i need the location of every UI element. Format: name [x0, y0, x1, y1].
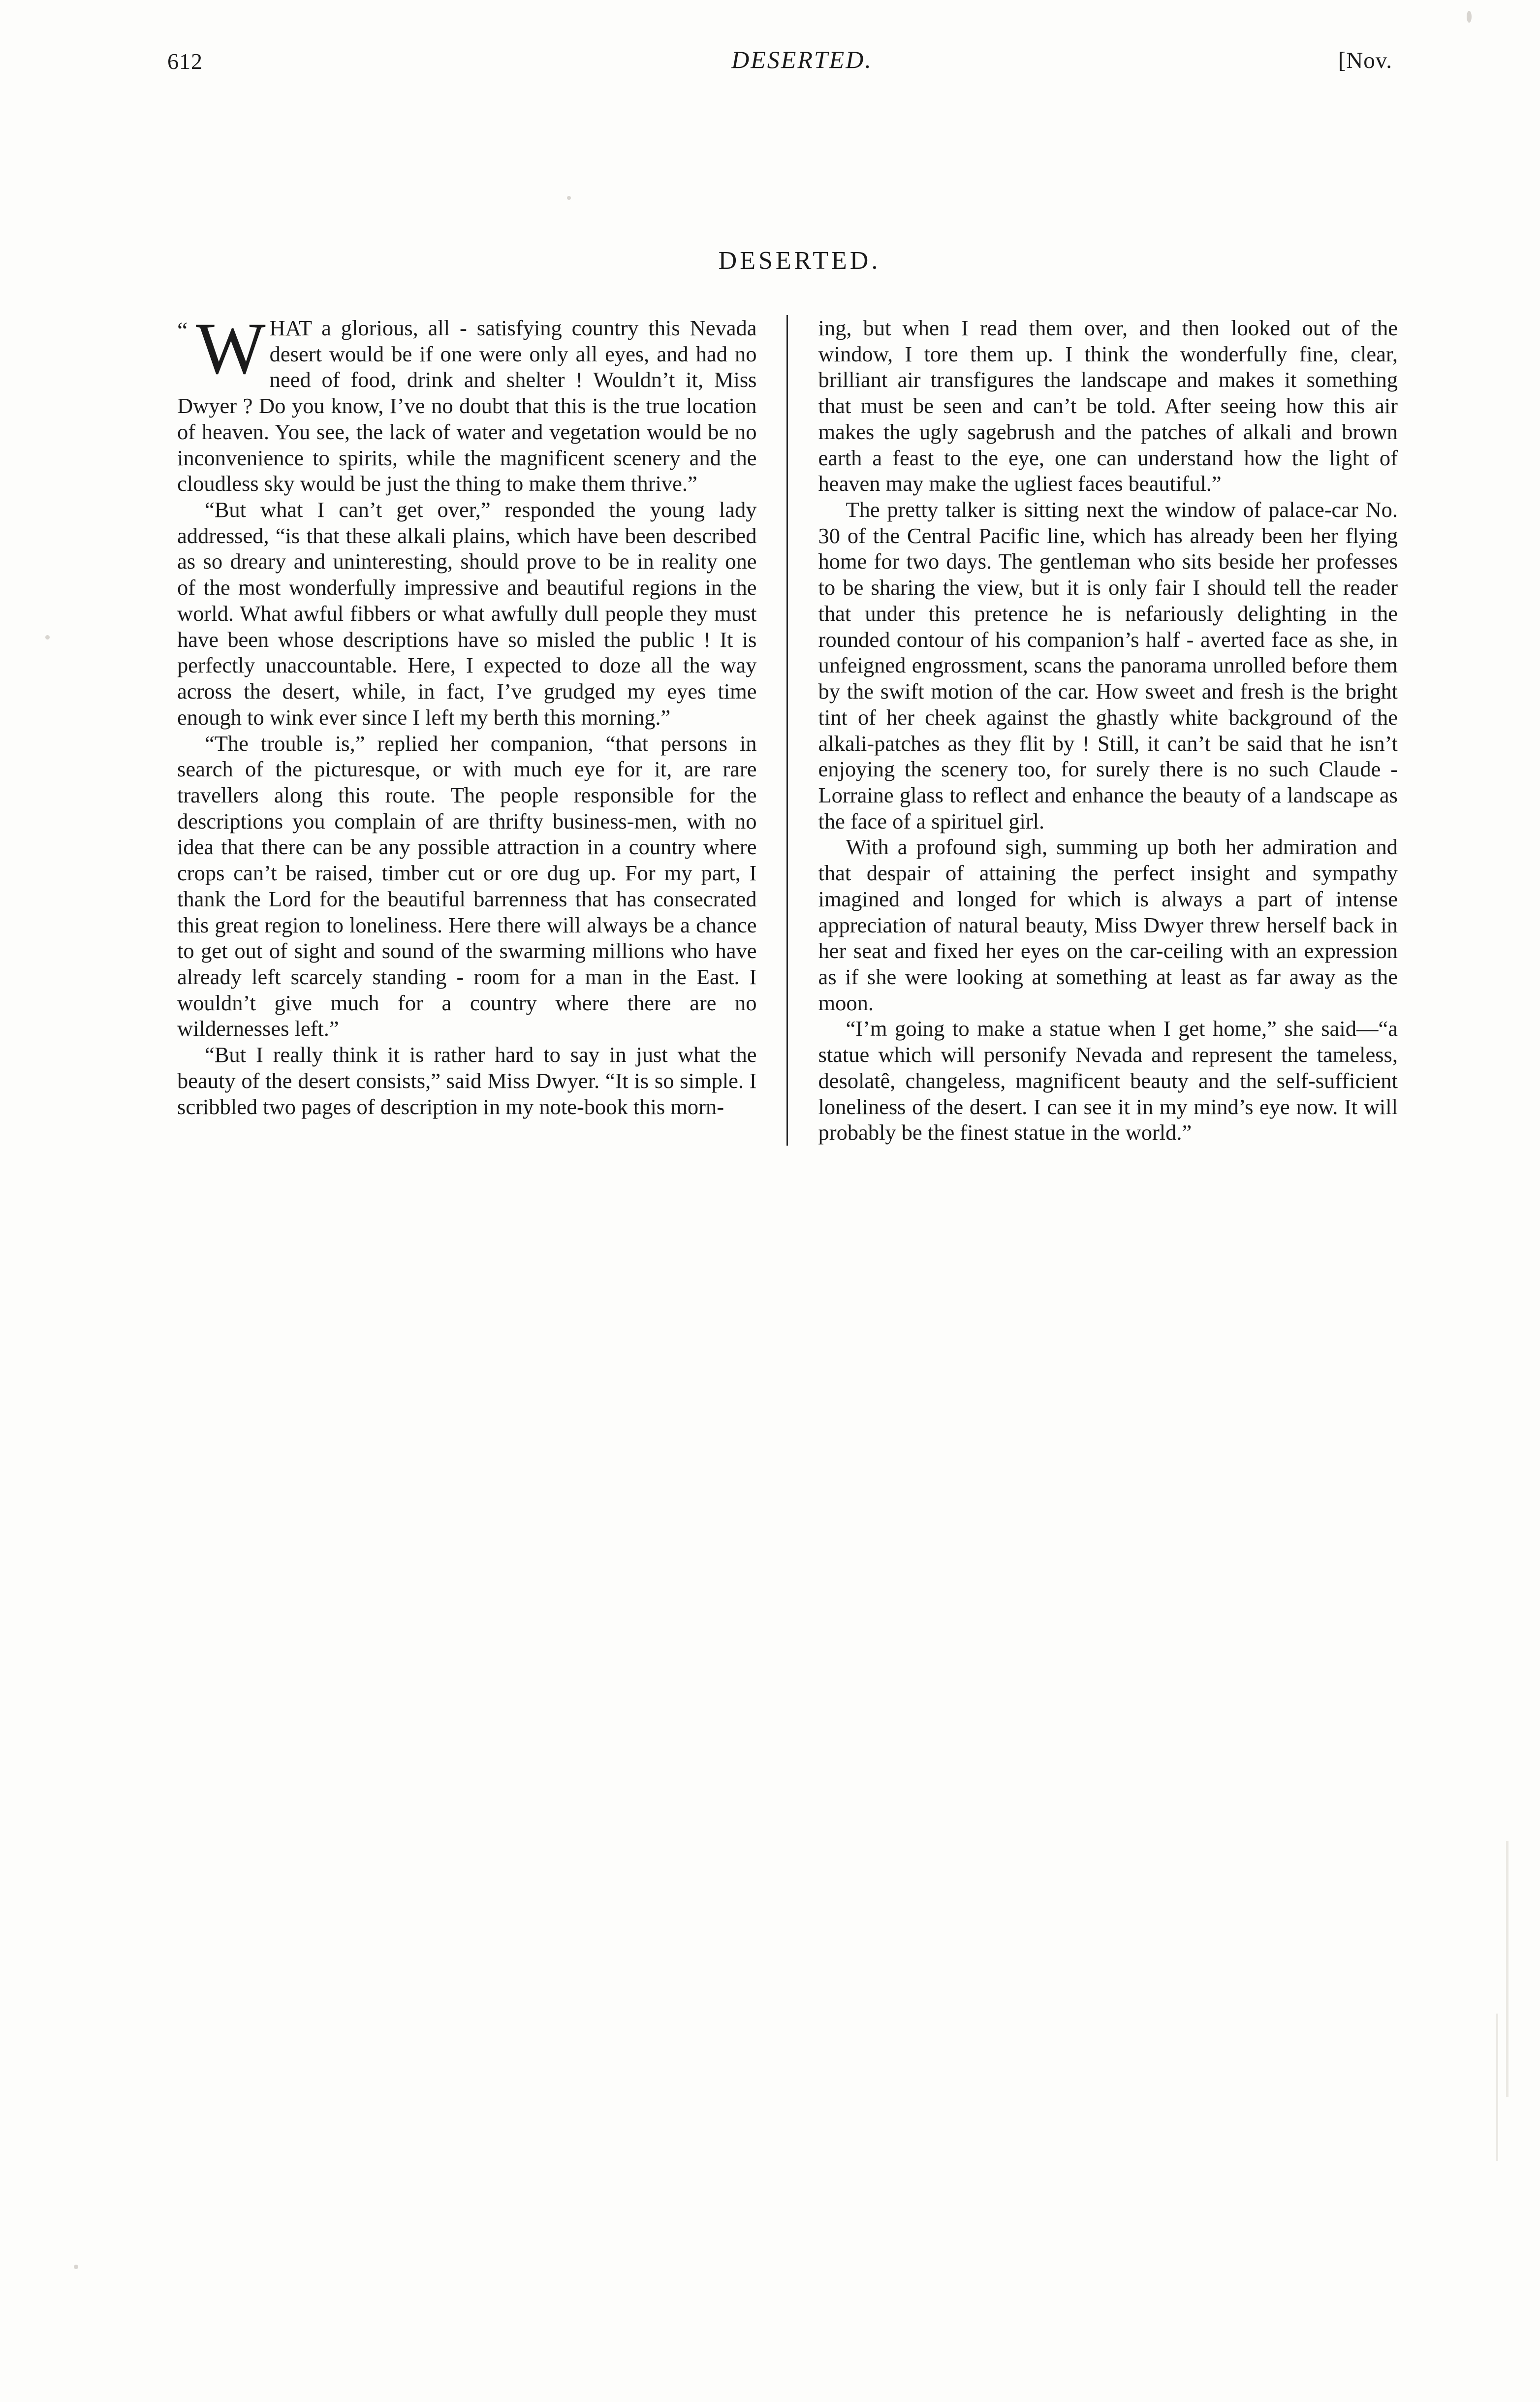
scan-speck	[1467, 11, 1472, 23]
scan-speck	[74, 2265, 78, 2269]
paragraph: “But I really think it is rather hard to say in just what the beauty of the desert consists,” said Miss Dwyer. “It is so simple. I scribbled two pages of description in my note-book this morn-	[177, 1042, 757, 1119]
paragraph-continuation: ing, but when I read them over, and then looked out of the window, I tore them up. I think the wonderfully fine, clear, brilliant air transfigures the landscape and makes it something that must be seen and can’t be told. After seeing how this air makes the ugly sagebrush and the patches of alkali and brown earth a feast to the eye, one can understand how the light of heaven may make the ugliest faces beautiful.”	[818, 316, 1398, 496]
open-quote: “	[177, 318, 188, 344]
running-head	[148, 45, 1392, 80]
opening-second-line: country this Nevada desert would	[269, 316, 757, 366]
scan-edge-smudge	[1496, 2014, 1498, 2161]
column-right	[788, 315, 1398, 1146]
running-title: DESERTED.	[731, 46, 873, 73]
article-title: DESERTED.	[718, 247, 881, 275]
opening-body: be if one were only all eyes, and had no need of food, drink and shelter ! Wouldn’t it, Miss Dwyer ? Do you know, I’ve no doubt that this is the true location of heaven. You see, the lack of water and vegetation would be no inconvenience to spirits, while the magnificent scenery and the cloudless sky would be just the thing to make them thrive.”	[177, 341, 757, 496]
paragraph: “But what I can’t get over,” responded the young lady addressed, “is that these alkali plains, which have been described as so dreary and uninteresting, should prove to be in reality one of the most wonderfully impressive and beautiful regions in the world. What awful fibbers or what awfully dull people they must have been whose descriptions have so misled the public ! It is perfectly unaccountable. Here, I expected to doze all the way across the desert, while, in fact, I’ve grudged my eyes time enough to wink ever since I left my berth this morning.”	[177, 497, 757, 730]
paragraph: “The trouble is,” replied her companion, “that persons in search of the picturesque, or with much eye for it, are rare travellers along this route. The people responsible for the descriptions you complain of are thrifty business-men, with no idea that there can be any possible attraction in a country where crops can’t be raised, timber cut or ore dug up. For my part, I thank the Lord for the beautiful barrenness that has consecrated this great region to loneliness. Here there will always be a chance to get out of sight and sound of the swarming millions who have already left scarcely standing - room for a man in the East. I wouldn’t give much for a country where there are no wildernesses left.”	[177, 731, 757, 1041]
drop-cap: W	[196, 308, 266, 389]
paragraph: The pretty talker is sitting next the window of palace-car No. 30 of the Central Pacific line, which has already been her flying home for two days. The gentleman who sits beside her professes to be sharing the view, but it is only fair I should tell the reader that under this pretence he is nefariously delighting in the rounded contour of his companion’s half - averted face as she, in unfeigned engrossment, scans the panorama unrolled before them by the swift motion of the car. How sweet and fresh is the bright tint of her cheek against the ghastly white background of the alkali-patches as they flit by ! Still, it can’t be said that he isn’t enjoying the scenery too, for surely there is no such Claude - Lorraine glass to reflect and enhance the beauty of a landscape as the face of a spirituel girl.	[818, 497, 1398, 833]
paragraph: “I’m going to make a statue when I get home,” she said—“a statue which will personify Nevada and represent the tameless, desolatê, changeless, magnificent beauty and the self-sufficient loneliness of the desert. I can see it in my mind’s eye now. It will probably be the finest statue in the world.”	[818, 1016, 1398, 1145]
scan-edge-smudge	[1506, 1841, 1509, 2097]
opening-first-line: HAT a glorious, all - satisfying	[269, 316, 562, 340]
page-number: 612	[167, 49, 203, 74]
column-left	[177, 308, 788, 1146]
scan-speck	[567, 196, 571, 200]
opening-paragraph	[177, 308, 757, 497]
running-month: [Nov.	[1338, 48, 1392, 73]
body-columns	[177, 308, 1398, 1146]
paragraph: With a profound sigh, summing up both her admiration and that despair of attaining the perfect insight and sympathy imagined and longed for which is always a part of intense appreciation of natural beauty, Miss Dwyer threw herself back in her seat and fixed her eyes on the car-ceiling with an expression as if she were looking at something at least as far away as the moon.	[818, 834, 1398, 1015]
scan-speck	[45, 635, 50, 640]
